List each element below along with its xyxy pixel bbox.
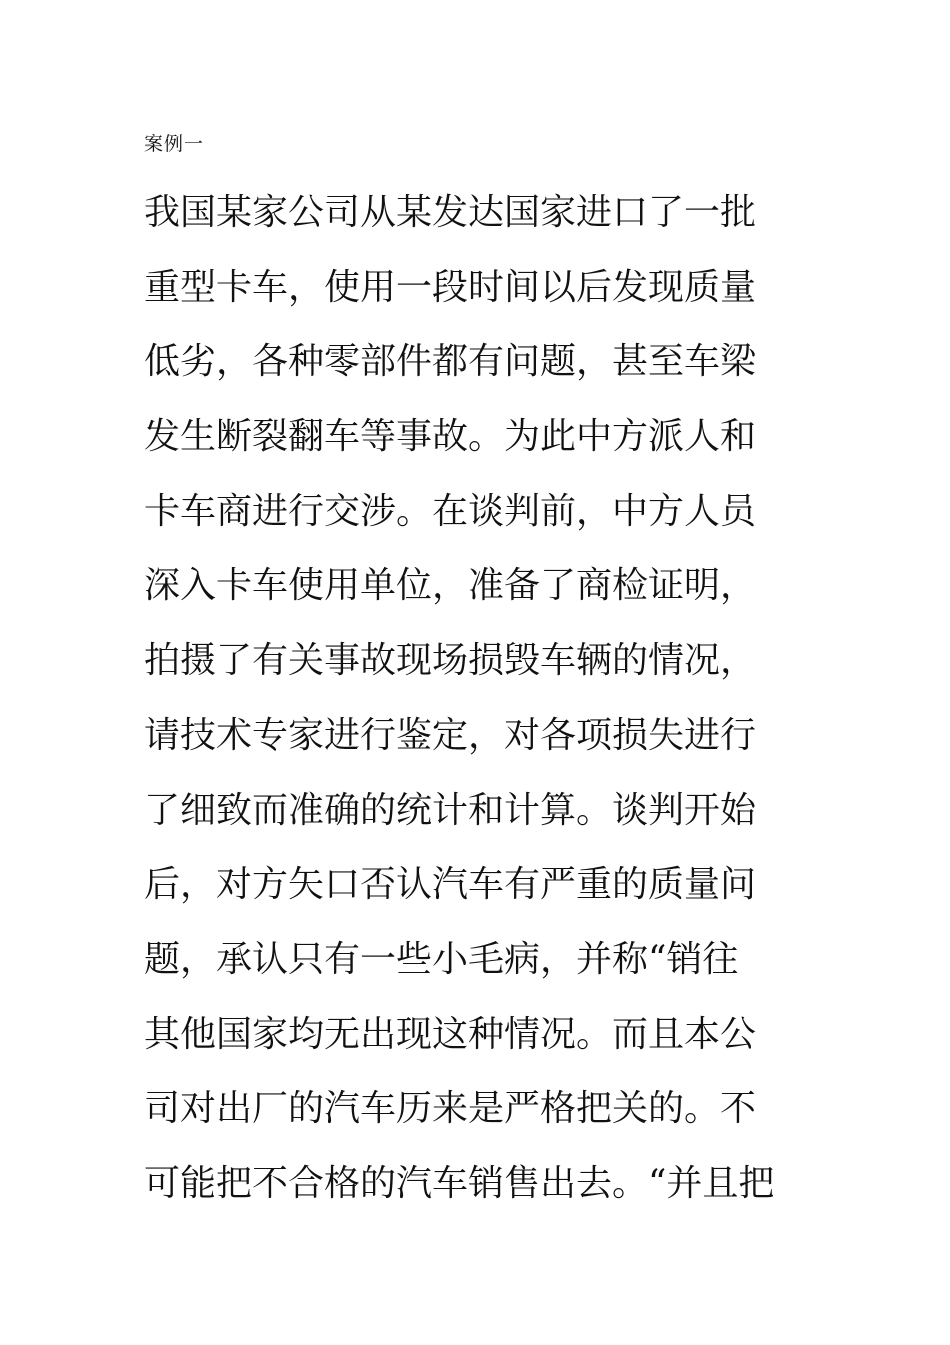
body-line: 题，承认只有一些小毛病，并称“销往	[144, 938, 739, 980]
body-line: 我国某家公司从某发达国家进口了一批	[144, 192, 757, 233]
body-line: 其他国家均无出现这种情况。而且本公	[144, 1013, 757, 1055]
body-line: 请技术专家进行鉴定，对各项损失进行	[144, 714, 757, 756]
body-line: 卡车商进行交涉。在谈判前，中方人员	[144, 490, 757, 532]
body-line: 后，对方矢口否认汽车有严重的质量问	[144, 864, 757, 906]
body-line: 深入卡车使用单位，准备了商检证明，	[144, 565, 757, 607]
body-line: 拍摄了有关事故现场损毁车辆的情况，	[144, 640, 757, 682]
body-line: 重型卡车，使用一段时间以后发现质量	[144, 266, 757, 308]
case-body	[144, 187, 944, 1233]
body-line: 可能把不合格的汽车销售出去。“并且把	[144, 1162, 775, 1204]
body-line: 低劣，各种零部件都有问题，甚至车梁	[144, 341, 757, 383]
body-line: 了细致而准确的统计和计算。谈判开始	[144, 789, 757, 831]
case-heading: 案例一	[144, 133, 205, 155]
body-line: 司对出厂的汽车历来是严格把关的。不	[144, 1088, 757, 1130]
body-line: 发生断裂翻车等事故。为此中方派人和	[144, 416, 757, 458]
